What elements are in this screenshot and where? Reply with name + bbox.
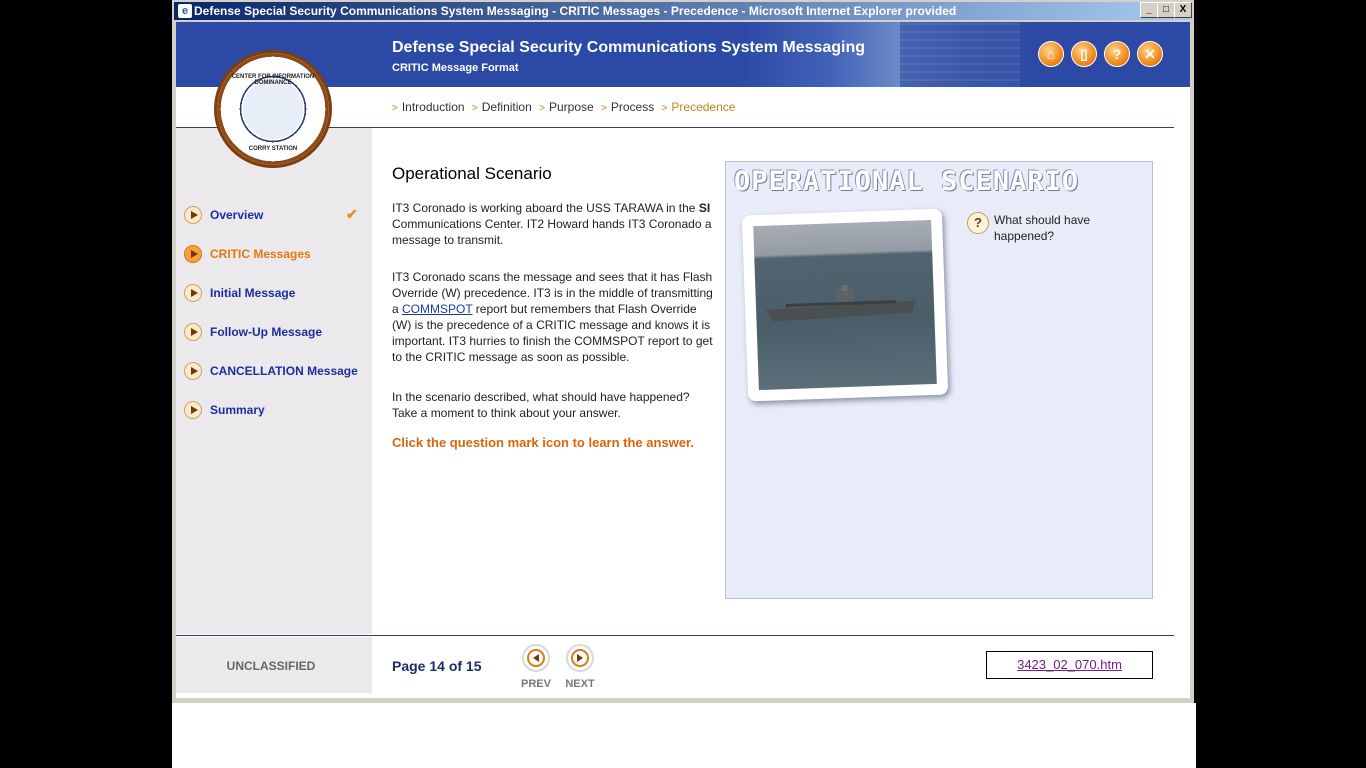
prev-arrow-icon [527, 649, 545, 667]
window-titlebar[interactable] [174, 2, 1192, 20]
breadcrumb-purpose[interactable]: Purpose [548, 100, 594, 114]
header-equipment-image [900, 22, 1020, 87]
course-subtitle: CRITIC Message Format [392, 62, 519, 74]
minimize-button[interactable]: _ [1140, 2, 1158, 18]
sidebar-item-label: Summary [210, 403, 265, 417]
course-title: Defense Special Security Communications System Messaging [392, 39, 866, 56]
question-text: What should have happened? [994, 213, 1091, 243]
si-text: SI [698, 201, 711, 215]
play-arrow-icon [184, 401, 202, 419]
sidebar-item-label: CRITIC Messages [210, 247, 311, 261]
breadcrumb [392, 100, 739, 114]
paragraph-text: IT3 Coronado scans the message and sees that it has Flash Override (W) precedence. IT3 is in the middle of transmitting a [392, 270, 713, 316]
breadcrumb-separator: > [661, 103, 668, 114]
page-counter: Page 14 of 15 [392, 658, 482, 674]
help-icon[interactable]: ? [1104, 41, 1130, 67]
scenario-paragraph-1 [392, 200, 714, 248]
scenario-paragraph-2 [392, 269, 714, 365]
footer-divider [176, 635, 1174, 636]
scenario-paragraph-3: In the scenario described, what should have happened? Take a moment to think about your answer. [392, 390, 690, 420]
play-arrow-icon [184, 245, 202, 263]
classification-label: UNCLASSIFIED [226, 659, 316, 673]
sidebar-item-critic-messages[interactable] [184, 245, 364, 267]
scenario-panel-title: OPERATIONAL SCENARIO [734, 166, 1080, 197]
sidebar-item-label: Initial Message [210, 286, 296, 300]
sidebar-item-follow-up-message[interactable] [184, 323, 364, 345]
close-window-button[interactable]: X [1174, 2, 1192, 18]
play-arrow-icon [184, 323, 202, 341]
sidebar-item-label: Overview [210, 208, 264, 222]
breadcrumb-separator: > [601, 103, 607, 114]
question-mark-icon[interactable]: ? [967, 212, 989, 234]
sidebar-item-summary[interactable] [184, 401, 364, 423]
paragraph-text: IT3 Coronado is working aboard the USS TARAWA in the [392, 201, 699, 215]
file-reference-link[interactable]: 3423_02_070.htm [1017, 657, 1122, 672]
prev-label[interactable]: PREV [521, 678, 551, 690]
ship-illustration [765, 283, 916, 328]
exit-icon[interactable]: ✕ [1137, 41, 1163, 67]
paragraph-text: Communications Center. IT2 Howard hands IT3 Coronado a message to transmit. [392, 217, 712, 247]
ie-icon: e [178, 4, 192, 18]
next-arrow-icon [571, 649, 589, 667]
paragraph-text: report but remembers that Flash Override (W) is the precedence of a CRITIC message and knows it is important. IT3 hurries to finish the COMMSPOT report to get to the CRITIC message as soon as possible. [392, 302, 713, 364]
seal-top-text: CENTER FOR INFORMATION DOMINANCE [231, 74, 315, 86]
page-title: Operational Scenario [392, 164, 552, 183]
next-label[interactable]: NEXT [565, 678, 595, 690]
breadcrumb-definition[interactable]: Definition [481, 100, 532, 114]
sidebar-item-cancellation-message[interactable] [184, 362, 364, 384]
play-arrow-icon [184, 284, 202, 302]
play-arrow-icon [184, 362, 202, 380]
home-icon[interactable]: ⌂ [1038, 41, 1064, 67]
instruction-text: Click the question mark icon to learn the answer. [392, 435, 694, 450]
breadcrumb-separator: > [471, 103, 478, 114]
breadcrumb-separator: > [392, 103, 398, 114]
maximize-button[interactable]: □ [1157, 2, 1175, 18]
next-button[interactable] [566, 644, 594, 672]
sidebar-item-label: Follow-Up Message [210, 325, 323, 339]
breadcrumb-precedence[interactable]: Precedence [671, 100, 736, 114]
sidebar-item-initial-message[interactable] [184, 284, 364, 306]
commspot-link[interactable]: COMMSPOT [402, 302, 473, 316]
sidebar-item-label: CANCELLATION Message [210, 364, 358, 378]
checkmark-icon: ✔ [346, 206, 358, 222]
ship-photo [753, 220, 937, 390]
prev-button[interactable] [522, 644, 550, 672]
breadcrumb-separator: > [539, 103, 545, 114]
file-reference-box [986, 651, 1153, 679]
breadcrumb-process[interactable]: Process [610, 100, 655, 114]
window-title: Defense Special Security Communications System Messaging - CRITIC Messages - Precedence - Microsoft Internet Explorer provided [194, 4, 957, 18]
play-arrow-icon [184, 206, 202, 224]
seal-bottom-text: CORRY STATION [248, 146, 298, 152]
window-bottom-area [172, 703, 1196, 768]
sidebar-item-overview[interactable] [184, 206, 364, 228]
breadcrumb-introduction[interactable]: Introduction [401, 100, 465, 114]
glossary-icon[interactable]: ▯ [1071, 41, 1097, 67]
